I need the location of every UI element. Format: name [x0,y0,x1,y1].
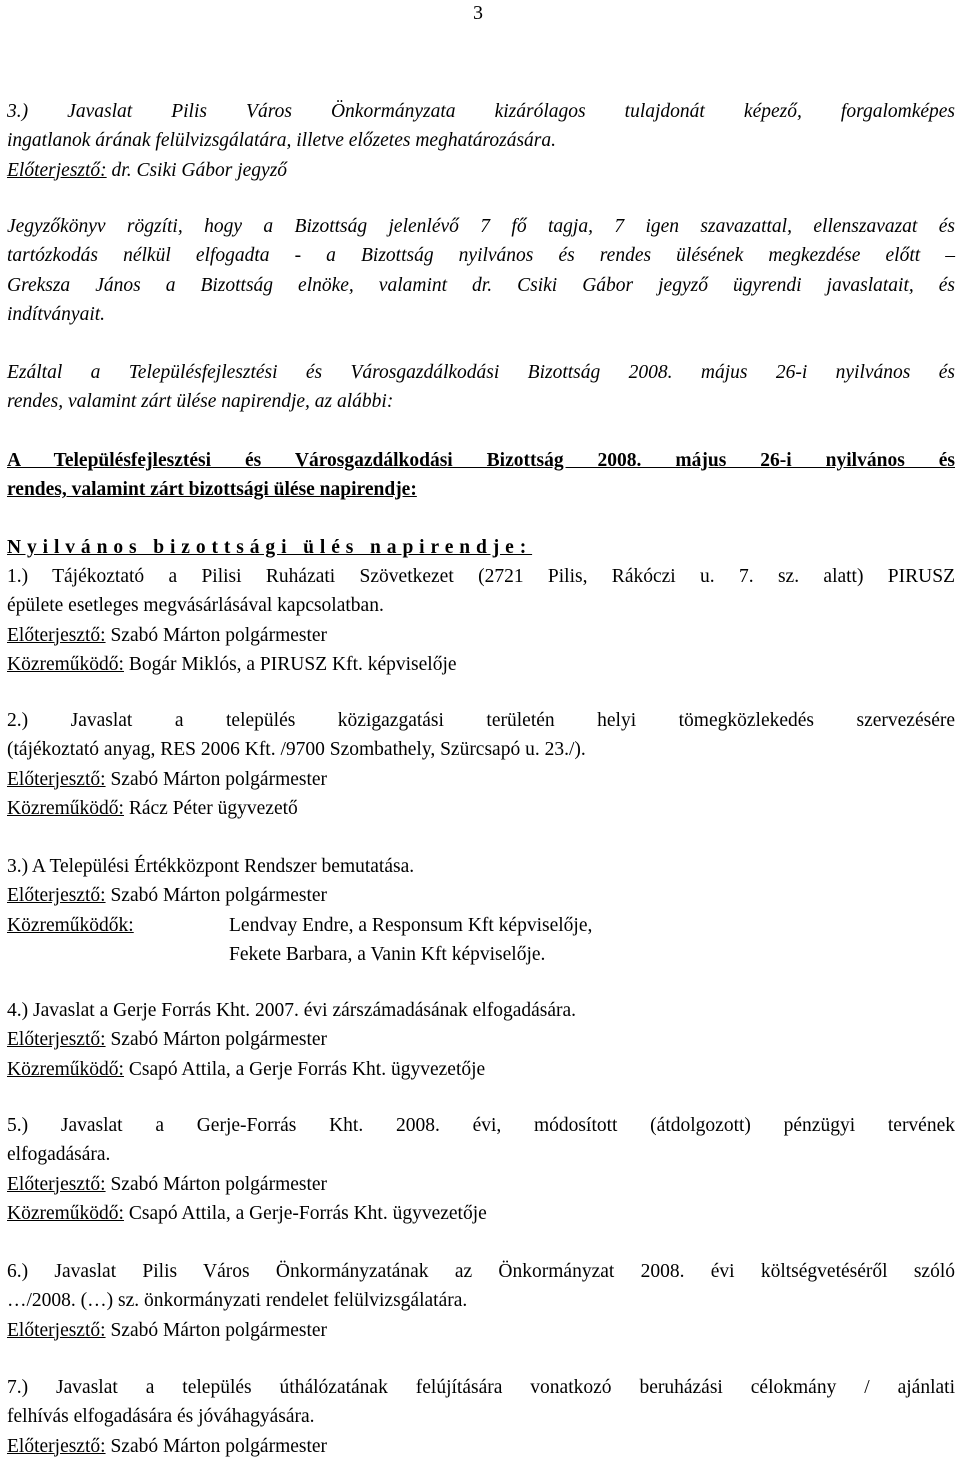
presenter-name: Szabó Márton polgármester [105,1319,328,1341]
presenter-label: Előterjesztő: [7,885,106,907]
item-7-line-1: 7.) Javaslat a település úthálózatának felújítására vonatkozó beruházási célokmány / ajánlati [7,1377,955,1398]
item-3-presenter [7,881,955,910]
section-title-line-1: 3.) Javaslat Pilis Város Önkormányzata kizárólagos tulajdonát képező, forgalomképes [7,101,955,122]
contributor-label: Közreműködők: [7,914,134,936]
item-3-contributors [7,911,955,970]
item-5-presenter [7,1170,955,1199]
presenter-label: Előterjesztő: [7,768,106,790]
agenda-item-4 [7,996,955,1084]
presenter-name: Szabó Márton polgármester [105,1029,328,1051]
item-2-contributor [7,794,955,823]
item-3-line-1: 3.) A Települési Értékközpont Rendszer bemutatása. [7,856,415,877]
public-session-heading [7,533,955,562]
presenter-name: Szabó Márton polgármester [105,768,328,790]
agenda-title [7,446,955,505]
contributor-name-1: Lendvay Endre, a Responsum Kft képviselője, [229,914,593,936]
thereby-line-2: rendes, valamint zárt ülése napirendje, az alábbi: [7,391,394,413]
presenter-name: dr. Csiki Gábor jegyző [106,159,288,181]
contributor-name-2: Fekete Barbara, a Vanin Kft képviselője. [229,943,546,965]
agenda-item-2 [7,706,955,823]
section-title-line-2: ingatlanok árának felülvizsgálatára, illetve előzetes meghatározására. [7,130,557,152]
minutes-paragraph [7,212,955,329]
item-1-line-1: 1.) Tájékoztató a Pilisi Ruházati Szövetkezet (2721 Pilis, Rákóczi u. 7. sz. alatt) PIRUSZ [7,566,955,587]
item-6-line-2: …/2008. (…) sz. önkormányzati rendelet felülvizsgálatára. [7,1290,468,1312]
presenter-label: Előterjesztő: [7,1173,106,1195]
page-number: 3 [473,2,483,24]
contributor-name: Rácz Péter ügyvezető [123,797,298,819]
item-4-line-1: 4.) Javaslat a Gerje Forrás Kht. 2007. évi zárszámadásának elfogadására. [7,1000,577,1021]
agenda-item-5 [7,1111,955,1228]
presenter-name: Szabó Márton polgármester [105,1173,328,1195]
presenter-name: Szabó Márton polgármester [105,624,328,646]
contributor-label: Közreműködő: [7,653,124,675]
presenter-label: Előterjesztő: [7,159,107,181]
presenter-label: Előterjesztő: [7,1319,106,1341]
thereby-paragraph [7,358,955,417]
public-session-heading-text: Nyilvános bizottsági ülés napirendje: [7,537,533,558]
item-2-line-2: (tájékoztató anyag, RES 2006 Kft. /9700 Szombathely, Szürcsapó u. 23./). [7,739,586,761]
agenda-title-line-1: A Településfejlesztési és Városgazdálkodási Bizottság 2008. május 26-i nyilvános és [7,450,955,471]
minutes-line-1: Jegyzőkönyv rögzíti, hogy a Bizottság jelenlévő 7 fő tagja, 7 igen szavazattal, ellenszavazat és [7,216,955,237]
contributor-name: Csapó Attila, a Gerje-Forrás Kht. ügyvezetője [123,1202,487,1224]
item-6-line-1: 6.) Javaslat Pilis Város Önkormányzatának az Önkormányzat 2008. évi költségvetéséről szóló [7,1261,955,1282]
item-5-line-2: elfogadására. [7,1144,111,1166]
item-7-line-2: felhívás elfogadására és jóváhagyására. [7,1406,315,1428]
contributor-label: Közreműködő: [7,1202,124,1224]
agenda-title-line-2: rendes, valamint zárt bizottsági ülése napirendje: [7,479,417,501]
minutes-line-4: indítványait. [7,303,106,325]
item-7-presenter [7,1432,955,1461]
contributor-name: Csapó Attila, a Gerje Forrás Kht. ügyvezetője [123,1058,486,1080]
thereby-line-1: Ezáltal a Településfejlesztési és Városgazdálkodási Bizottság 2008. május 26-i nyilvános és [7,362,955,383]
item-1-line-2: épülete esetleges megvásárlásával kapcsolatban. [7,595,384,617]
minutes-line-2: tartózkodás nélkül elfogadta - a Bizottság nyilvános és rendes ülésének megkezdése előtt – [7,245,955,267]
section-presenter [7,156,955,185]
item-2-line-1: 2.) Javaslat a település közigazgatási területén helyi tömegközlekedés szervezésére [7,710,955,731]
presenter-label: Előterjesztő: [7,1029,106,1051]
item-5-line-1: 5.) Javaslat a Gerje-Forrás Kht. 2008. évi, módosított (átdolgozott) pénzügyi tervének [7,1115,955,1136]
presenter-label: Előterjesztő: [7,624,106,646]
section-3-block [7,97,955,185]
minutes-line-3: Greksza János a Bizottság elnöke, valamint dr. Csiki Gábor jegyző ügyrendi javaslatait, és [7,274,955,296]
contributor-label: Közreműködő: [7,1058,124,1080]
item-6-presenter [7,1316,955,1345]
presenter-name: Szabó Márton polgármester [105,885,328,907]
agenda-item-3 [7,852,955,969]
item-4-contributor [7,1055,955,1084]
item-1-presenter [7,621,955,650]
agenda-item-6 [7,1257,955,1345]
item-2-presenter [7,765,955,794]
presenter-name: Szabó Márton polgármester [105,1435,328,1457]
item-5-contributor [7,1199,955,1228]
agenda-item-1 [7,562,955,679]
item-1-contributor [7,650,955,679]
contributor-label: Közreműködő: [7,797,124,819]
presenter-label: Előterjesztő: [7,1435,106,1457]
contributor-name: Bogár Miklós, a PIRUSZ Kft. képviselője [123,653,457,675]
item-4-presenter [7,1025,955,1054]
agenda-item-7 [7,1373,955,1461]
